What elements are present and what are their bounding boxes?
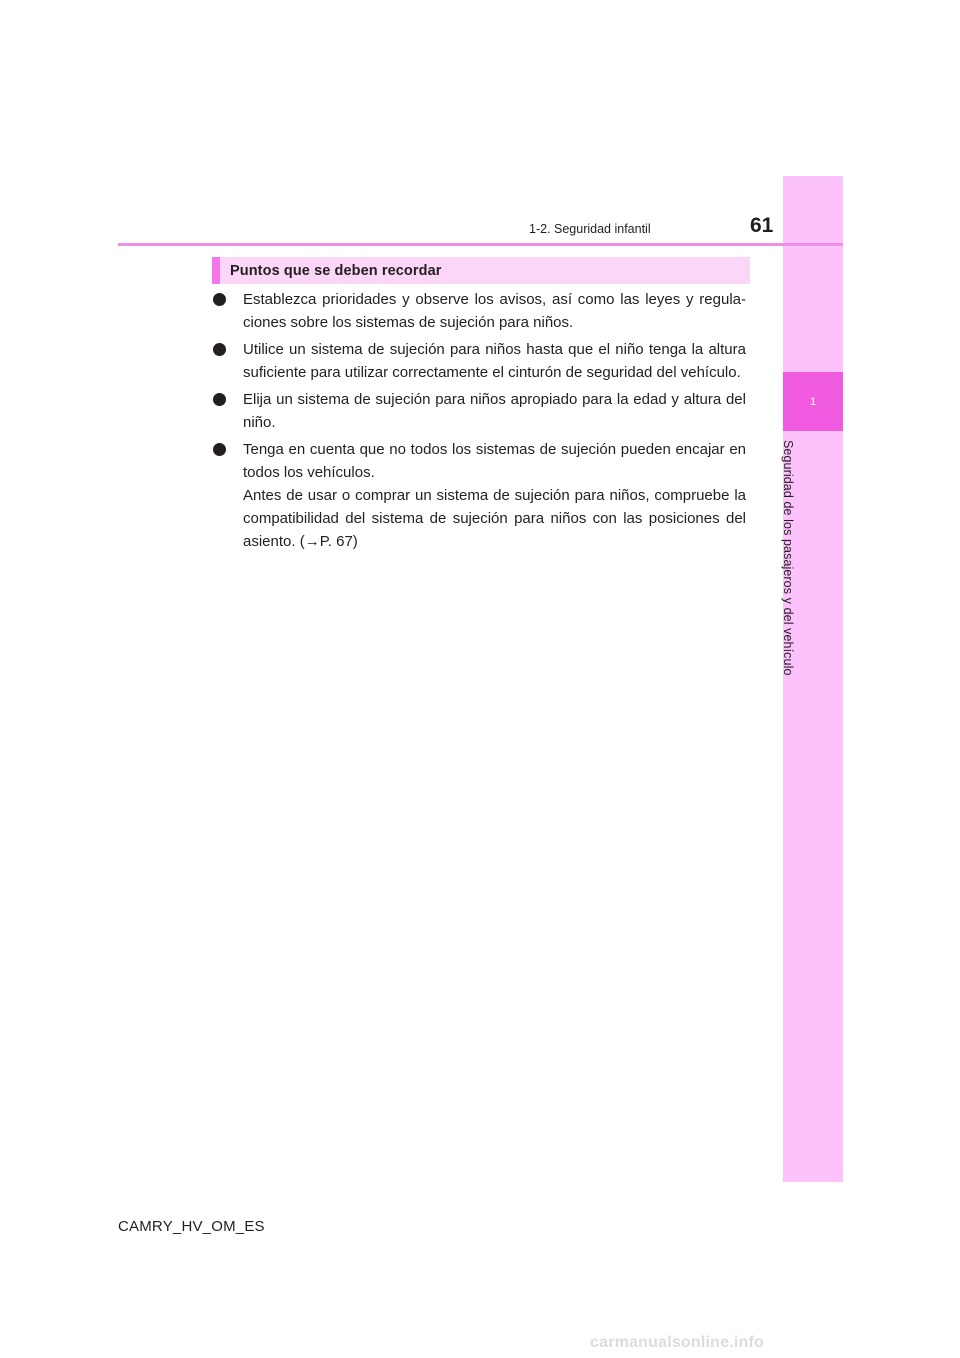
list-item [212, 288, 746, 334]
bullet-dot-icon [213, 443, 226, 456]
bullet-dot-icon [213, 393, 226, 406]
bullet-text: Utilice un sistema de sujeción para niños hasta que el niño tenga la altura suficiente para utilizar correctamente el cinturón de seguridad del vehículo. [243, 341, 746, 381]
chapter-label: Seguridad de los pasajeros y del vehículo [781, 440, 795, 676]
chapter-number: 1 [809, 395, 817, 408]
bullet-text: Tenga en cuenta que no todos los sistemas de sujeción pueden encajar en todos los vehículos. [243, 441, 746, 481]
chapter-side-tab [783, 176, 843, 1182]
bullet-dot-icon [213, 343, 226, 356]
bullet-text: Elija un sistema de sujeción para niños apropiado para la edad y altura del niño. [243, 391, 746, 431]
watermark: carmanualsonline.info [590, 1334, 765, 1351]
footer-code: CAMRY_HV_OM_ES [118, 1218, 265, 1235]
chapter-number-tab [783, 372, 843, 431]
list-item [212, 338, 746, 384]
bullet-list [212, 288, 746, 557]
box-heading [212, 257, 750, 284]
bullet-dot-icon [213, 293, 226, 306]
page-number: 61 [750, 214, 774, 237]
header-rule [118, 243, 843, 246]
box-heading-text: Puntos que se deben recordar [230, 262, 442, 279]
list-item [212, 388, 746, 434]
bullet-text-continuation: Antes de usar o comprar un sistema de sujeción para niños, compruebe la compatibilidad del sistema de sujeción para niños con las posiciones del asiento. (→P. 67) [243, 487, 746, 550]
list-item [212, 438, 746, 553]
bullet-text: Establezca prioridades y observe los avisos, así como las leyes y regulaciones sobre los sistemas de sujeción para niños. [243, 291, 746, 331]
section-title: 1-2. Seguridad infantil [529, 222, 651, 236]
